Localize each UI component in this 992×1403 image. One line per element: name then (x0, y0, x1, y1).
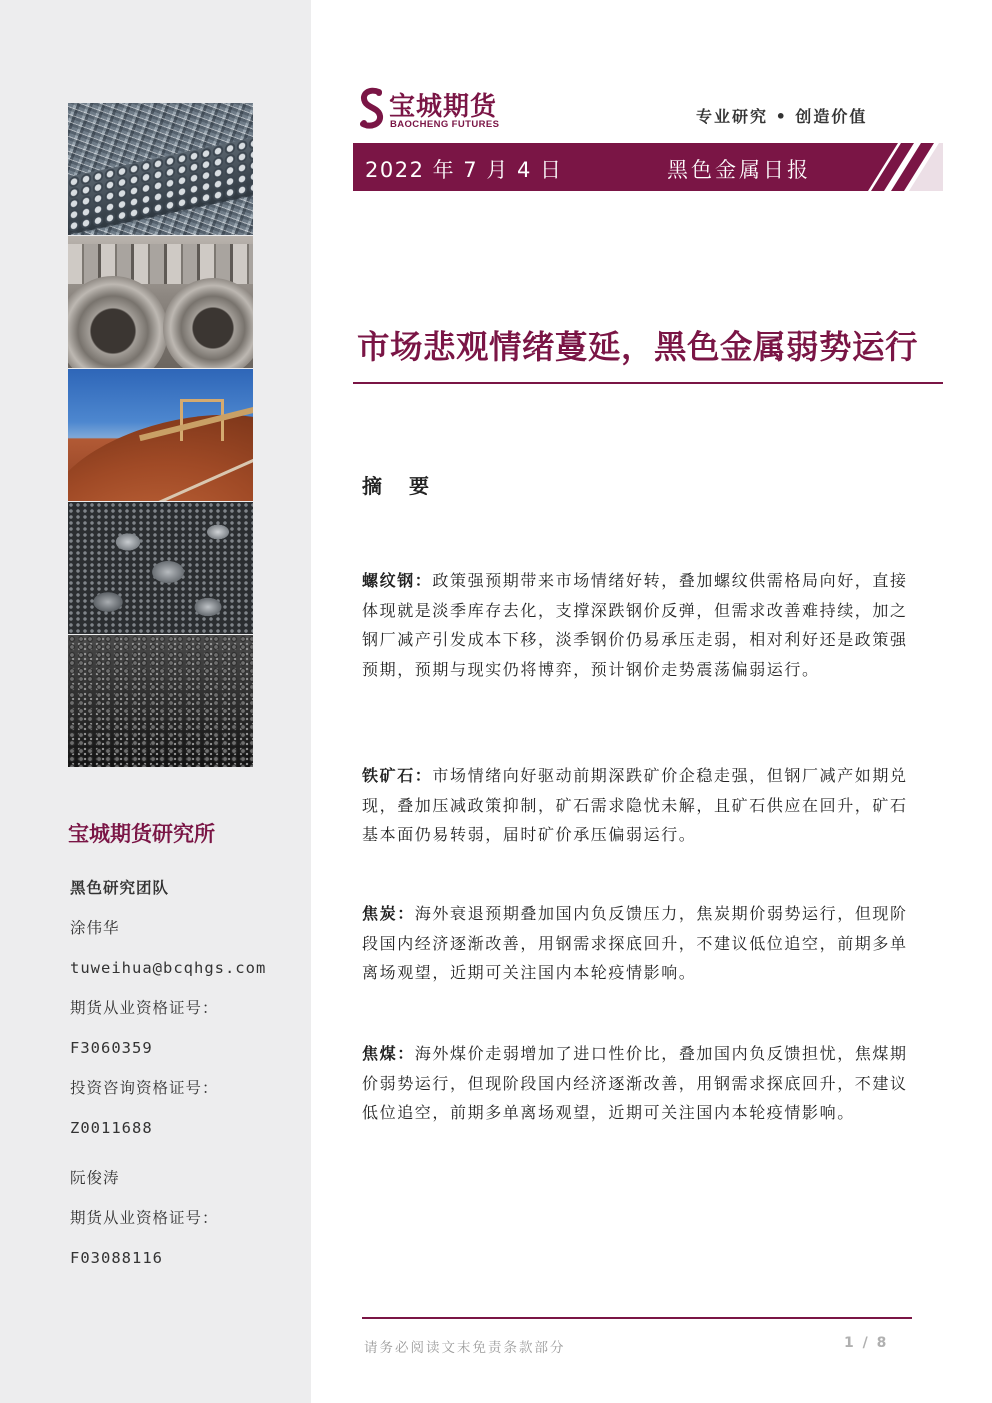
page-number: 1 / 8 (844, 1335, 889, 1351)
sidebar (0, 0, 311, 1403)
invest-cert-label: 投资咨询资格证号： (70, 1079, 219, 1097)
invest-cert-number: Z0011688 (70, 1119, 153, 1137)
iron-ore-paragraph (362, 761, 922, 850)
report-title: 市场悲观情绪蔓延，黑色金属弱势运行 (357, 328, 919, 366)
rebar-paragraph (362, 566, 922, 684)
logo-s-icon (357, 86, 387, 132)
report-banner (353, 143, 943, 191)
paragraph-text: 政策强预期带来市场情绪好转，叠加螺纹供需格局向好，直接体现就是淡季库存去化，支撑深跌钢价反弹，但需求改善难持续，加之钢厂减产引发成本下移，淡季钢价仍易承压走弱，相对利好还是政策强预期，预期与现实仍将博弈，预计钢价走势震荡偏弱运行。 (362, 571, 908, 679)
analyst-name: 涂伟华 (70, 919, 120, 937)
team-name: 黑色研究团队 (70, 879, 170, 897)
slogan: 专业研究 • 创造价值 (696, 107, 868, 126)
iron-ore-stacker-photo (68, 369, 253, 501)
paragraph-text: 市场情绪向好驱动前期深跌矿价企稳走强，但钢厂减产如期兑现，叠加压减政策抑制，矿石需求隐忧未解，且矿石供应在回升，矿石基本面仍易转弱，届时矿价承压偏弱运行。 (362, 766, 908, 844)
title-divider (353, 382, 943, 384)
abstract-heading: 摘 要 (362, 474, 439, 498)
steel-coils-photo (68, 236, 253, 368)
paragraph-label: 焦炭： (362, 904, 415, 923)
analyst-info (70, 878, 300, 1288)
futures-cert-number-2: F03088116 (70, 1249, 163, 1267)
logo-english: BAOCHENG FUTURES (390, 119, 500, 130)
report-type: 黑色金属日报 (667, 158, 811, 182)
paragraph-text: 海外衰退预期叠加国内负反馈压力，焦炭期价弱势运行，但现阶段国内经济逐渐改善，用钢需求探底回升，不建议低位追空，前期多单离场观望，近期可关注国内本轮疫情影响。 (362, 904, 908, 982)
coal-photo (68, 502, 253, 634)
futures-cert-label-2: 期货从业资格证号： (70, 1209, 219, 1227)
paragraph-label: 焦煤： (362, 1044, 415, 1063)
analyst-email[interactable]: tuweihua@bcqhgs.com (70, 959, 267, 977)
footer-divider (362, 1317, 912, 1319)
analyst-name-2: 阮俊涛 (70, 1169, 120, 1187)
paragraph-label: 铁矿石： (362, 766, 433, 785)
coke-paragraph (362, 899, 922, 988)
coke-photo (68, 635, 253, 767)
report-date: 2022 年 7 月 4 日 (365, 158, 563, 182)
paragraph-text: 海外煤价走弱增加了进口性价比，叠加国内负反馈担忧，焦煤期价弱势运行，但现阶段国内经济逐渐改善，用钢需求探底回升，不建议低位追空，前期多单离场观望，近期可关注国内本轮疫情影响。 (362, 1044, 908, 1122)
disclaimer-note: 请务必阅读文末免责条款部分 (364, 1340, 566, 1356)
paragraph-label: 螺纹钢： (362, 571, 433, 590)
photo-strip (68, 103, 253, 767)
futures-cert-label: 期货从业资格证号： (70, 999, 219, 1017)
rebar-photo (68, 103, 253, 235)
institute-name: 宝城期货研究所 (68, 822, 215, 846)
company-logo (357, 86, 527, 134)
futures-cert-number: F3060359 (70, 1039, 153, 1057)
logo-chinese: 宝城期货 (389, 92, 498, 122)
coking-coal-paragraph (362, 1039, 922, 1128)
